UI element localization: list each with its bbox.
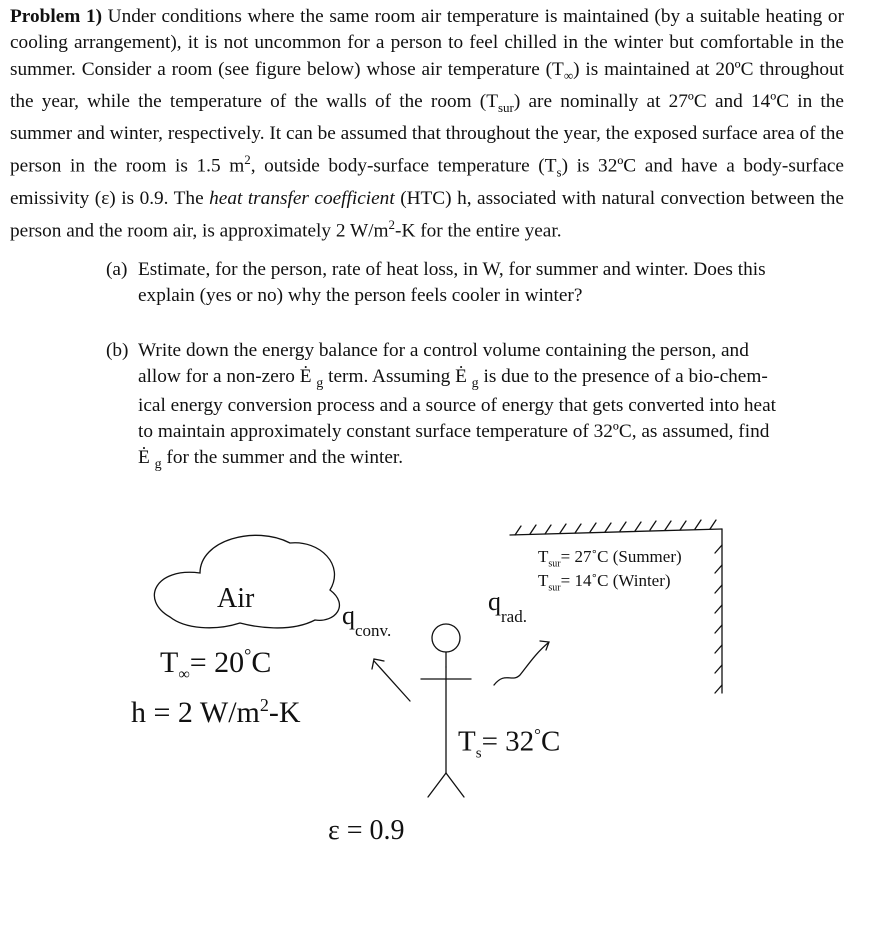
htc-term: heat transfer coefficient <box>209 187 395 209</box>
part-b-line3: ical energy conversion process and a source of energy that gets converted into heat <box>138 394 777 416</box>
e-dot-symbol: Ė <box>138 447 150 469</box>
part-b-line2 <box>106 364 844 392</box>
problem-text-3: ) are nominally at 27ºC and 14ºC in the summer and winter, respectively. It can be assumed that throughout the year, the exposed surface area of the person in the room is 1.5 m <box>10 90 844 177</box>
g-subscript: g <box>316 376 324 392</box>
wall-hatch <box>715 545 722 693</box>
g-subscript: g <box>154 457 162 473</box>
ts-letter: T <box>458 725 476 758</box>
g-subscript: g <box>471 376 479 392</box>
part-a-line2: explain (yes or no) why the person feels cooler in winter? <box>138 285 583 307</box>
h-text: h = 2 W/m <box>131 696 260 729</box>
sup-2-area: 2 <box>244 152 251 168</box>
person-head <box>432 624 460 652</box>
tsur-winter-t: T <box>538 571 549 590</box>
problem-label: Problem 1) <box>10 6 103 27</box>
t-inf-value: = 20 <box>189 646 245 679</box>
part-b-line2b: term. Assuming <box>323 366 456 388</box>
problem-text-6: (HTC) h, associated with natural convection between the person and the room air, is approximately 2 W/m <box>10 187 844 242</box>
ceiling-hatch <box>515 520 716 535</box>
convection-arrow <box>374 661 410 701</box>
part-b-line5-text: for the summer and the winter. <box>161 447 404 469</box>
q-conv-label <box>342 601 392 640</box>
part-a-line1: Estimate, for the person, rate of heat loss, in W, for summer and winter. Does this <box>138 259 766 280</box>
problem-text-2: ) is maintained at 20ºC throughout the year, while the temperature of the walls of the room (T <box>10 58 844 112</box>
q-conv-symbol: q <box>342 601 355 630</box>
q-rad-symbol: q <box>488 587 501 616</box>
sub-s: s <box>556 164 562 180</box>
tsur-summer-label <box>538 547 682 569</box>
sup-2-htc: 2 <box>388 217 396 233</box>
tsur-summer-sub: sur <box>548 558 561 570</box>
radiation-arrow <box>494 643 548 685</box>
ts-subscript: s <box>475 745 482 762</box>
h-label <box>131 695 301 730</box>
part-b-line1: Write down the energy balance for a control volume containing the person, and <box>138 340 749 361</box>
ts-c: C <box>540 725 561 758</box>
ts-value: = 32 <box>481 725 535 758</box>
t-inf-letter: T <box>160 646 179 679</box>
part-b-line4: to maintain approximately constant surface temperature of 32ºC, as assumed, find <box>138 420 770 442</box>
problem-text-5: ) is 32ºC and have a body-surface emissivity (ε) is 0.9. The <box>10 155 844 209</box>
e-dot-symbol: Ė <box>299 366 312 388</box>
problem-text-4: , outside body-surface temperature (T <box>250 155 557 177</box>
e-dot-symbol: Ė <box>455 366 467 388</box>
problem-text-1: Under conditions where the same room air temperature is maintained (by a suitable heating or cooling arrangement), it is not uncommon for a person to feel chilled in the winter but comfortable in the summer. Consider a room (see figure below) whose air temperature (T <box>10 6 844 80</box>
part-b <box>106 338 844 473</box>
h-tail: -K <box>268 696 301 729</box>
part-b-line5 <box>106 445 844 473</box>
t-inf-degree: ° <box>244 645 252 665</box>
part-b-line2c: is due to the presence of a bio-chem- <box>478 366 768 388</box>
wall-ceiling <box>510 529 722 535</box>
conv-subscript: conv. <box>355 621 392 640</box>
ts-degree: ° <box>534 725 541 744</box>
person-leg-left <box>428 773 446 797</box>
figure-drawing <box>0 505 882 865</box>
tsur-winter-label <box>538 571 671 593</box>
sub-inf: ∞ <box>563 67 574 83</box>
part-b-label: (b) <box>106 340 129 361</box>
ts-label <box>458 725 560 762</box>
rad-subscript: rad. <box>501 607 527 626</box>
q-rad-label <box>488 587 527 626</box>
part-a-label: (a) <box>106 259 128 280</box>
t-inf-subscript: ∞ <box>178 666 190 683</box>
tsur-summer-value: = 27˚C (Summer) <box>560 547 682 566</box>
tsur-winter-sub: sur <box>548 582 561 594</box>
problem-statement <box>10 4 844 245</box>
part-a <box>106 257 844 310</box>
problem-text-7: -K for the entire year. <box>395 220 562 242</box>
tsur-winter-value: = 14˚C (Winter) <box>560 571 671 590</box>
emissivity-label: ε = 0.9 <box>328 815 405 846</box>
room-figure <box>0 505 882 865</box>
convection-arrowhead <box>372 659 384 669</box>
tsur-summer-t: T <box>538 547 549 566</box>
part-b-line2a: allow for a non-zero <box>138 366 300 388</box>
sub-sur: sur <box>498 99 514 115</box>
t-inf-c: C <box>251 646 272 679</box>
person-leg-right <box>446 773 464 797</box>
air-label: Air <box>217 583 255 614</box>
h-sup: 2 <box>259 695 269 715</box>
t-inf-label <box>160 645 271 684</box>
